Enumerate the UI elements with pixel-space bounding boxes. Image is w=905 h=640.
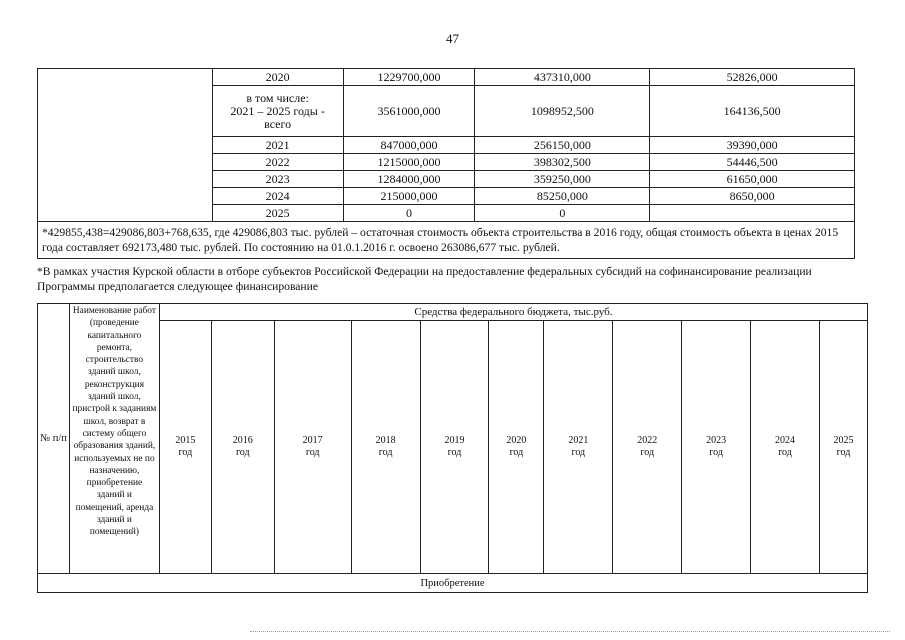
year-label: 2015 <box>175 435 196 446</box>
year-cell: в том числе: 2021 – 2025 годы - всего <box>212 86 343 137</box>
financing-row <box>38 205 855 222</box>
year-unit-label: год <box>447 447 462 458</box>
year-unit-label: год <box>571 447 586 458</box>
section-row-acquisition: Приобретение <box>38 574 868 593</box>
financing-row <box>38 171 855 188</box>
year-cell: 2023 <box>212 171 343 188</box>
year-column-header <box>613 321 682 574</box>
year-unit-label: год <box>640 447 655 458</box>
year-unit-label: год <box>378 447 393 458</box>
empty-cell <box>38 171 213 188</box>
year-cell: 2024 <box>212 188 343 205</box>
amount-cell: 1215000,000 <box>343 154 475 171</box>
federal-financing-note: *В рамках участия Курской области в отборе субъектов Российской Федерации на предоставление федеральных субсидий на софинансирование реализации Программы предполагается следующее финансирование <box>37 265 812 293</box>
empty-cell <box>38 205 213 222</box>
year-unit-label: год <box>778 447 792 458</box>
year-unit-label: год <box>178 447 193 458</box>
amount-cell <box>650 205 855 222</box>
financing-row <box>38 154 855 171</box>
amount-cell: 54446,500 <box>650 154 855 171</box>
financing-row <box>38 69 855 86</box>
year-column-header <box>682 321 751 574</box>
empty-cell <box>38 154 213 171</box>
amount-cell: 256150,000 <box>475 137 650 154</box>
works-column-header: Наименование работ (проведение капитального ремонта, строительство зданий школ, реконструкция зданий школ, пристрой к заданиям школ, возврат в систему общего образования зданий, используемых не по назначению, приобретение зданий и помещений, аренда зданий и помещений) <box>69 304 159 574</box>
year-column-header <box>211 321 274 574</box>
footnote-cell: *429855,438=429086,803+768,635, где 429086,803 тыс. рублей – остаточная стоимость объекта строительства в 2016 году, общая стоимость объекта в ценах 2015 года составляет 692173,480 тыс. рублей. По состоянию на 01.0.1.2016 г. освоено 263086,677 тыс. рублей. <box>38 222 855 259</box>
year-label: 2024 <box>775 435 796 446</box>
amount-cell: 398302,500 <box>475 154 650 171</box>
number-column-header: № п/п <box>38 304 70 574</box>
amount-cell: 847000,000 <box>343 137 475 154</box>
year-column-header <box>544 321 613 574</box>
year-cell: 2025 <box>212 205 343 222</box>
year-label: 2025 <box>833 435 854 446</box>
year-unit-label: год <box>509 447 524 458</box>
amount-cell: 39390,000 <box>650 137 855 154</box>
financing-table <box>37 68 855 259</box>
amount-cell: 1284000,000 <box>343 171 475 188</box>
empty-cell <box>38 86 213 137</box>
amount-cell: 52826,000 <box>650 69 855 86</box>
year-column-header <box>819 321 867 574</box>
year-label: 2022 <box>637 435 658 446</box>
year-cell: 2021 <box>212 137 343 154</box>
amount-cell: 0 <box>475 205 650 222</box>
empty-cell <box>38 137 213 154</box>
amount-cell: 359250,000 <box>475 171 650 188</box>
amount-cell: 8650,000 <box>650 188 855 205</box>
financing-row <box>38 86 855 137</box>
year-unit-label: год <box>235 447 250 458</box>
year-column-header <box>420 321 489 574</box>
amount-cell: 61650,000 <box>650 171 855 188</box>
page-number: 47 <box>446 31 459 46</box>
year-label: 2023 <box>706 435 727 446</box>
amount-cell: 85250,000 <box>475 188 650 205</box>
amount-cell: 1229700,000 <box>343 69 475 86</box>
year-label: 2018 <box>375 435 396 446</box>
federal-budget-table <box>37 303 868 593</box>
amount-cell: 1098952,500 <box>475 86 650 137</box>
year-column-header <box>274 321 351 574</box>
year-label: 2021 <box>568 435 589 446</box>
amount-cell: 215000,000 <box>343 188 475 205</box>
year-label: 2020 <box>506 435 527 446</box>
year-unit-label: год <box>305 447 320 458</box>
year-column-header <box>351 321 420 574</box>
financing-row <box>38 137 855 154</box>
year-cell: 2022 <box>212 154 343 171</box>
year-column-header <box>751 321 820 574</box>
amount-cell: 0 <box>343 205 475 222</box>
amount-cell: 3561000,000 <box>343 86 475 137</box>
year-unit-label: год <box>836 447 851 458</box>
year-label: 2016 <box>232 435 253 446</box>
financing-row <box>38 188 855 205</box>
empty-cell <box>38 69 213 86</box>
year-cell: 2020 <box>212 69 343 86</box>
year-column-header <box>159 321 211 574</box>
scan-artifact-line <box>250 631 890 635</box>
year-unit-label: год <box>709 447 723 458</box>
amount-cell: 437310,000 <box>475 69 650 86</box>
federal-budget-header: Средства федерального бюджета, тыс.руб. <box>159 304 867 321</box>
year-column-header <box>489 321 544 574</box>
year-label: 2019 <box>444 435 465 446</box>
amount-cell: 164136,500 <box>650 86 855 137</box>
year-label: 2017 <box>302 435 323 446</box>
empty-cell <box>38 188 213 205</box>
